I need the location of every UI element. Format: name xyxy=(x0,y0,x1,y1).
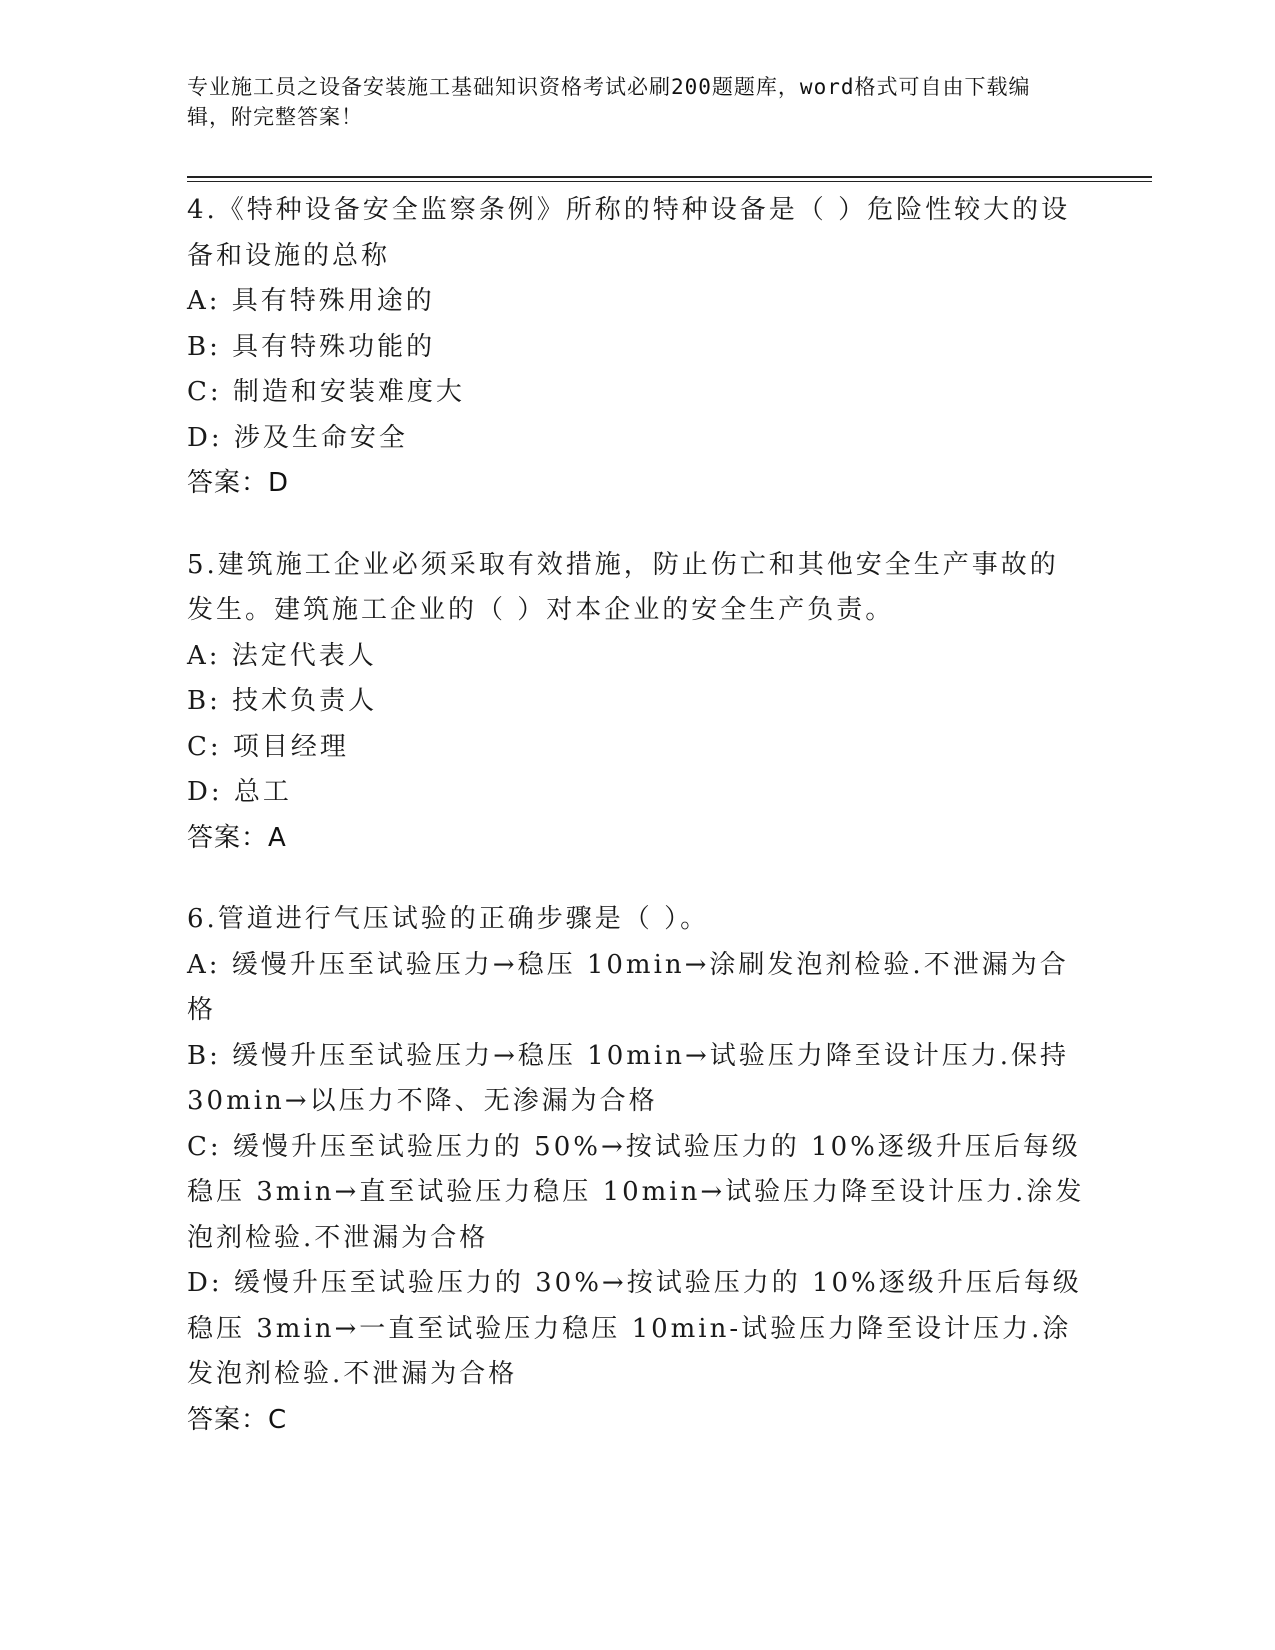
header-divider-thin xyxy=(187,181,1152,182)
question-5 xyxy=(187,543,1087,862)
option-a: A: 具有特殊用途的 xyxy=(187,286,435,316)
answer-label: 答案：A xyxy=(187,822,287,853)
question-stem: 5.建筑施工企业必须采取有效措施，防止伤亡和其他安全生产事故的发生。建筑施工企业的（ ）对本企业的安全生产负责。 xyxy=(187,549,1059,625)
option-a: A: 缓慢升压至试验压力→稳压 10min→涂刷发泡剂检验.不泄漏为合格 xyxy=(187,949,1069,1025)
option-d: D: 缓慢升压至试验压力的 30%→按试验压力的 10%逐级升压后每级稳压 3min→一直至试验压力稳压 10min-试验压力降至设计压力.涂发泡剂检验.不泄漏为合格 xyxy=(187,1268,1082,1389)
option-a: A: 法定代表人 xyxy=(187,640,377,671)
option-b: B: 具有特殊功能的 xyxy=(187,331,436,362)
question-6 xyxy=(187,897,1087,1443)
option-b: B: 技术负责人 xyxy=(187,686,378,716)
question-list xyxy=(187,188,1087,1479)
option-c: C: 项目经理 xyxy=(187,731,349,762)
header-divider xyxy=(187,176,1152,178)
answer-label: 答案：C xyxy=(187,1404,288,1435)
question-stem: 4.《特种设备安全监察条例》所称的特种设备是（ ）危险性较大的设备和设施的总称 xyxy=(187,195,1071,271)
option-d: D: 涉及生命安全 xyxy=(187,422,408,453)
option-d: D: 总工 xyxy=(187,777,292,807)
option-b: B: 缓慢升压至试验压力→稳压 10min→试验压力降至设计压力.保持30min→以压力不降、无渗漏为合格 xyxy=(187,1040,1070,1116)
question-4 xyxy=(187,188,1087,507)
answer-label: 答案：D xyxy=(187,468,290,498)
option-c: C: 制造和安装难度大 xyxy=(187,377,465,407)
question-stem: 6.管道进行气压试验的正确步骤是（ ）。 xyxy=(187,904,710,934)
document-header: 专业施工员之设备安装施工基础知识资格考试必刷200题题库，word格式可自由下载编辑，附完整答案！ xyxy=(187,75,1031,129)
option-c: C: 缓慢升压至试验压力的 50%→按试验压力的 10%逐级升压后每级稳压 3min→直至试验压力稳压 10min→试验压力降至设计压力.涂发泡剂检验.不泄漏为合格 xyxy=(187,1131,1085,1253)
